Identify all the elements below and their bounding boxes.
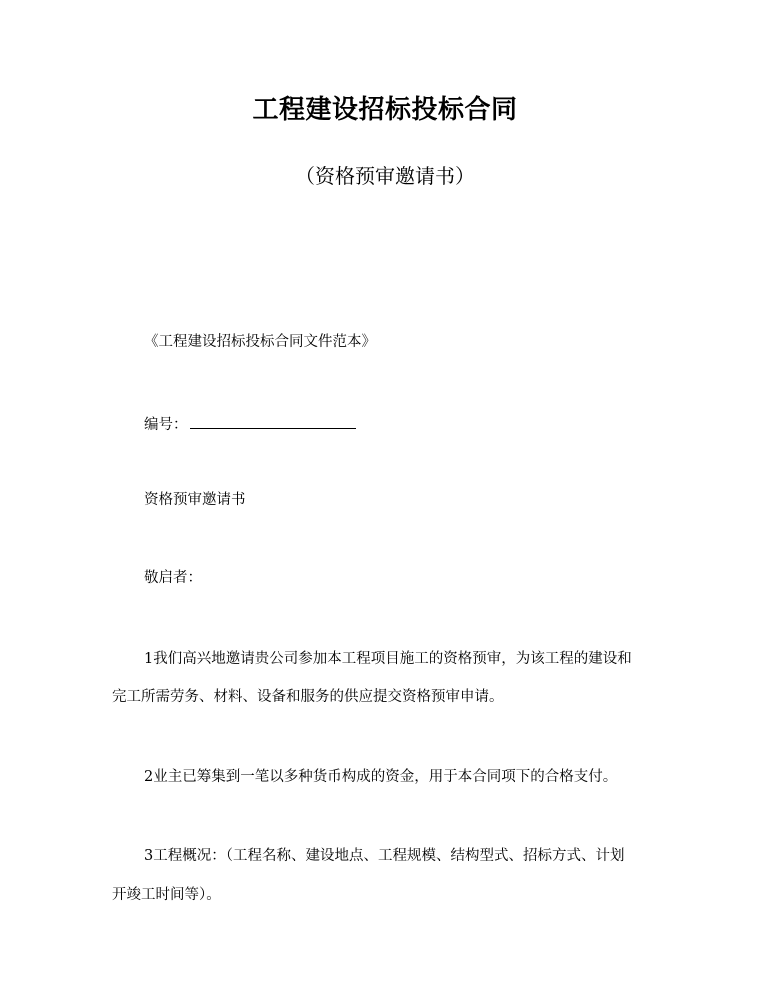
section-title: 资格预审邀请书	[144, 492, 246, 508]
salutation: 敬启者：	[144, 570, 202, 586]
document-subtitle: （资格预审邀请书）	[295, 164, 475, 188]
number-blank-line	[190, 412, 356, 429]
paragraph-1-line-2: 完工所需劳务、材料、设备和服务的供应提交资格预审申请。	[112, 689, 504, 705]
paragraph-3-line-1: 3工程概况：（工程名称、建设地点、工程规模、结构型式、招标方式、计划	[144, 848, 625, 864]
template-name: 《工程建设招标投标合同文件范本》	[144, 334, 376, 350]
paragraph-2: 2业主已筹集到一笔以多种货币构成的资金，用于本合同项下的合格支付。	[144, 769, 618, 785]
document-title: 工程建设招标投标合同	[252, 95, 518, 125]
number-label: 编号：	[144, 417, 188, 433]
paragraph-1-line-1: 1我们高兴地邀请贵公司参加本工程项目施工的资格预审，为该工程的建设和	[144, 651, 632, 667]
number-row	[144, 412, 356, 436]
paragraph-3-line-2: 开竣工时间等）。	[112, 887, 221, 903]
